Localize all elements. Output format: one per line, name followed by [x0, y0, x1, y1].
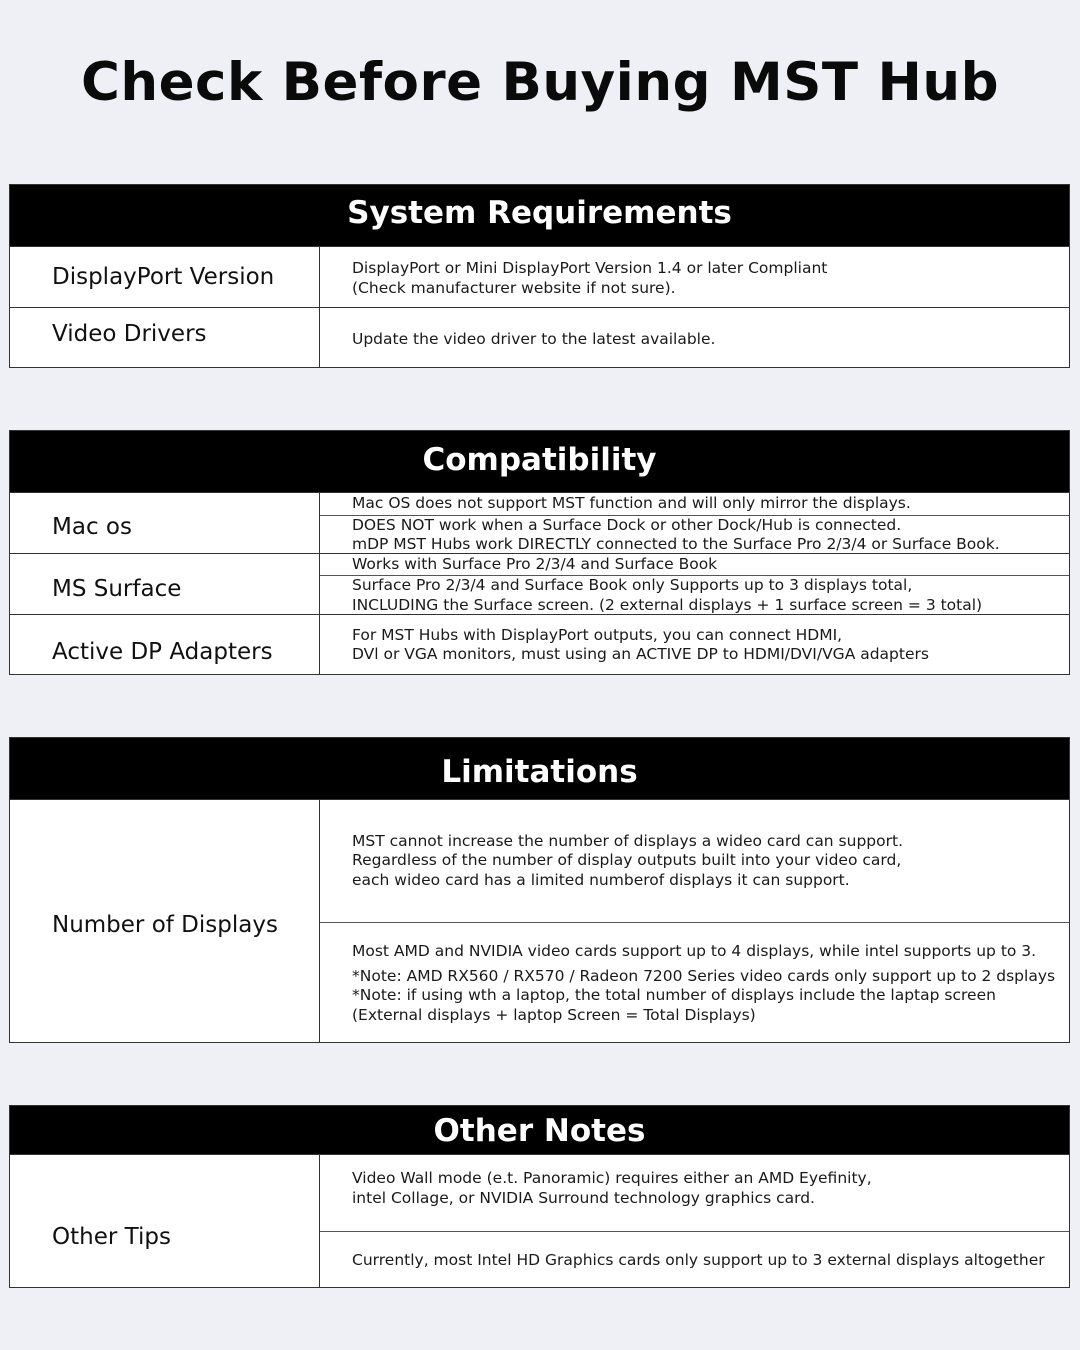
other-notes-section: [9, 1105, 1070, 1288]
row-label: Other Tips: [10, 1155, 320, 1288]
table-row: [10, 553, 1069, 614]
row-description: [320, 1155, 1069, 1231]
description-line: Most AMD and NVIDIA video cards support up to 4 displays, while intel supports up to 3.: [352, 942, 1037, 960]
description-line: DOES NOT work when a Surface Dock or other Dock/Hub is connected.: [352, 515, 902, 534]
row-label: Number of Displays: [10, 800, 320, 1043]
description-line: Mac OS does not support MST function and will only mirror the displays.: [352, 494, 911, 513]
row-label: DisplayPort Version: [10, 247, 320, 307]
table-row: [10, 492, 1069, 553]
row-label: MS Surface: [10, 554, 320, 614]
description-line: *Note: AMD RX560 / RX570 / Radeon 7200 Series video cards only support up to 2 dsplays: [352, 966, 1056, 985]
page-title: Check Before Buying MST Hub: [80, 52, 1000, 113]
table-row: [10, 307, 1069, 368]
table-row: [10, 1154, 1069, 1288]
description-line: Surface Pro 2/3/4 and Surface Book only Supports up to 3 displays total,: [352, 576, 913, 594]
row-description: [320, 615, 1069, 675]
row-description: [320, 575, 1069, 615]
description-line: Video Wall mode (e.t. Panoramic) requires either an AMD Eyefinity,: [352, 1169, 872, 1187]
row-label: Active DP Adapters: [10, 615, 320, 675]
description-line: INCLUDING the Surface screen. (2 external displays + 1 surface screen = 3 total): [352, 595, 983, 614]
row-description: [320, 554, 1069, 575]
table-row: [10, 246, 1069, 307]
row-description: [320, 800, 1069, 922]
table-row: [10, 614, 1069, 675]
limitations-section: [9, 737, 1070, 1043]
description-line: intel Collage, or NVIDIA Surround technology graphics card.: [352, 1188, 815, 1207]
description-line: *Note: if using wth a laptop, the total number of displays include the laptap screen: [352, 986, 996, 1004]
description-line: MST cannot increase the number of displays a wideo card can support.: [352, 831, 903, 850]
description-line: DisplayPort or Mini DisplayPort Version 1.4 or later Compliant: [352, 259, 828, 277]
section-header: Compatibility: [10, 431, 1069, 492]
section-header: System Requirements: [10, 185, 1069, 246]
description-line: Currently, most Intel HD Graphics cards only support up to 3 external displays altogether: [352, 1250, 1045, 1269]
row-description: [320, 247, 1069, 307]
row-description: [320, 515, 1069, 554]
section-header: Other Notes: [10, 1106, 1069, 1154]
description-line: Works with Surface Pro 2/3/4 and Surface Book: [352, 554, 718, 573]
compatibility-section: [9, 430, 1070, 675]
row-label: Mac os: [10, 493, 320, 553]
row-description: [320, 308, 1069, 368]
description-line: For MST Hubs with DisplayPort outputs, you can connect HDMI,: [352, 625, 843, 644]
description-line: mDP MST Hubs work DIRECTLY connected to the Surface Pro 2/3/4 or Surface Book.: [352, 535, 1000, 553]
row-label: Video Drivers: [10, 308, 320, 368]
description-line: Update the video driver to the latest available.: [352, 330, 716, 349]
description-line: each wideo card has a limited numberof displays it can support.: [352, 870, 850, 889]
description-line: DVl or VGA monitors, must using an ACTIVE DP to HDMI/DVI/VGA adapters: [352, 645, 929, 663]
row-description: [320, 922, 1069, 1044]
section-header: Limitations: [10, 738, 1069, 799]
description-line: (External displays + laptop Screen = Total Displays): [352, 1005, 756, 1024]
table-row: [10, 799, 1069, 1043]
description-line: (Check manufacturer website if not sure).: [352, 278, 676, 297]
description-line: Regardless of the number of display outputs built into your video card,: [352, 851, 902, 870]
row-description: [320, 493, 1069, 515]
row-description: [320, 1231, 1069, 1289]
system-requirements-section: [9, 184, 1070, 368]
